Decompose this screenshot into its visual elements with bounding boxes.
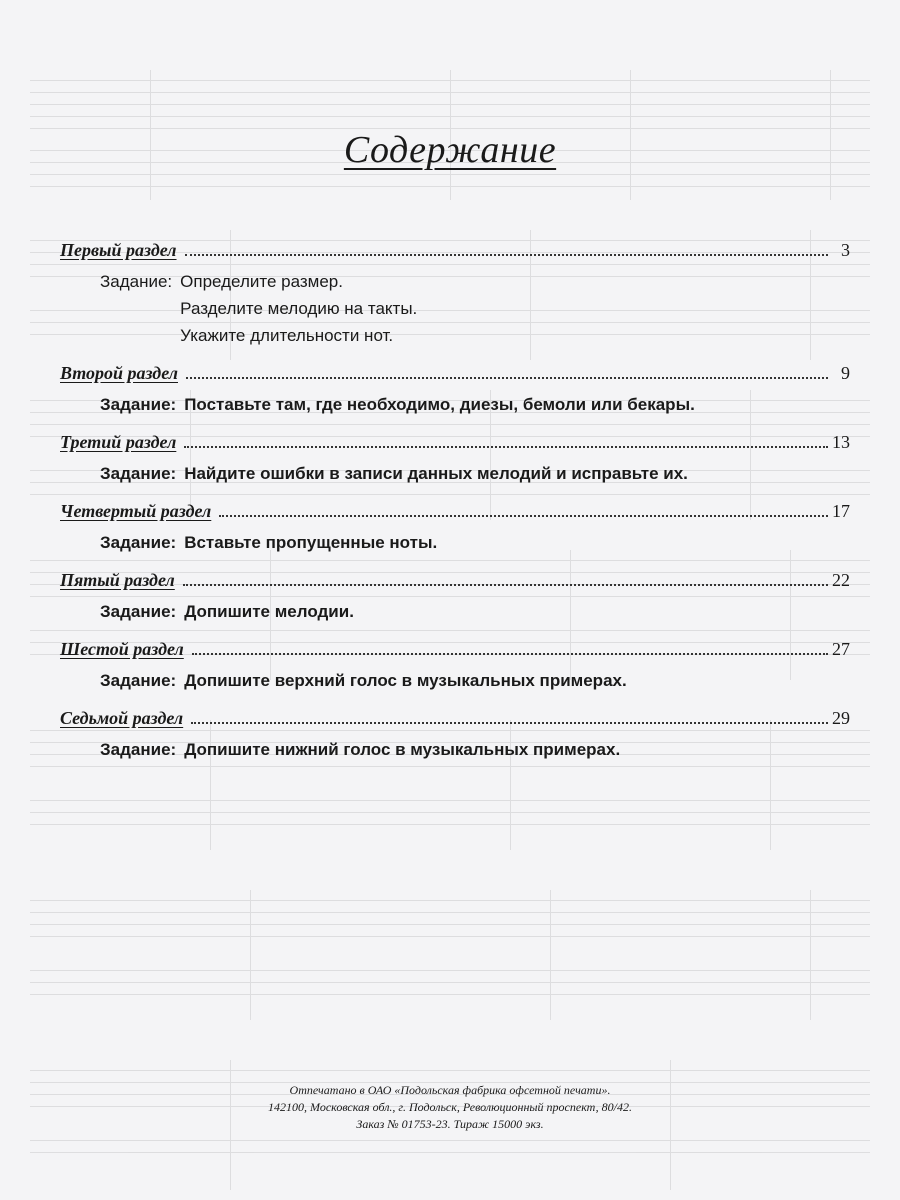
section-title: Третий раздел xyxy=(60,432,177,452)
imprint-footer xyxy=(0,1082,900,1133)
task-label: Задание: xyxy=(100,464,177,483)
task-list xyxy=(184,667,627,694)
task-list xyxy=(184,598,354,625)
toc-section-1 xyxy=(60,240,850,349)
task-block xyxy=(100,391,850,418)
section-title: Четвертый раздел xyxy=(60,501,212,521)
task-block xyxy=(100,460,850,487)
section-title: Пятый раздел xyxy=(60,570,175,590)
table-of-contents xyxy=(60,240,850,777)
task-block xyxy=(100,598,850,625)
task-block xyxy=(100,268,850,349)
toc-section-6 xyxy=(60,639,850,694)
task-item: Вставьте пропущенные ноты. xyxy=(184,533,438,552)
dot-leader xyxy=(219,514,828,517)
toc-section-5 xyxy=(60,570,850,625)
task-item: Укажите длительности нот. xyxy=(180,326,394,345)
task-item: Найдите ошибки в записи данных мелодий и исправьте их. xyxy=(184,464,688,483)
task-label: Задание: xyxy=(100,395,177,414)
page-number: 13 xyxy=(832,432,850,452)
section-title: Шестой раздел xyxy=(60,639,184,659)
dot-leader xyxy=(191,721,828,724)
toc-entry[interactable] xyxy=(60,570,850,598)
task-block xyxy=(100,736,850,763)
task-block xyxy=(100,667,850,694)
task-label: Задание: xyxy=(100,671,177,690)
toc-entry[interactable] xyxy=(60,363,850,391)
task-label: Задание: xyxy=(100,533,177,552)
toc-entry[interactable] xyxy=(60,432,850,460)
dot-leader xyxy=(192,652,828,655)
task-item: Поставьте там, где необходимо, диезы, бемоли или бекары. xyxy=(184,395,695,414)
toc-entry[interactable] xyxy=(60,240,850,268)
task-list xyxy=(180,268,417,349)
imprint-line: Заказ № 01753-23. Тираж 15000 экз. xyxy=(356,1117,544,1131)
page-number: 27 xyxy=(832,639,850,659)
task-block xyxy=(100,529,850,556)
dot-leader xyxy=(184,445,828,448)
task-item: Определите размер. xyxy=(180,272,343,291)
page-number: 9 xyxy=(841,363,850,383)
dot-leader xyxy=(185,253,828,256)
toc-section-3 xyxy=(60,432,850,487)
section-title: Первый раздел xyxy=(60,240,177,260)
task-list xyxy=(184,460,688,487)
toc-entry[interactable] xyxy=(60,501,850,529)
toc-entry[interactable] xyxy=(60,639,850,667)
page-number: 22 xyxy=(832,570,850,590)
task-list xyxy=(184,529,437,556)
page-number: 17 xyxy=(832,501,850,521)
task-item: Допишите верхний голос в музыкальных примерах. xyxy=(184,671,627,690)
task-label: Задание: xyxy=(100,602,177,621)
task-item: Разделите мелодию на такты. xyxy=(180,299,418,318)
toc-section-7 xyxy=(60,708,850,763)
task-list xyxy=(184,391,695,418)
task-label: Задание: xyxy=(100,740,177,759)
imprint-line: 142100, Московская обл., г. Подольск, Революционный проспект, 80/42. xyxy=(268,1100,632,1114)
page-number: 3 xyxy=(841,240,850,260)
page-title: Содержание xyxy=(343,129,557,171)
task-label: Задание: xyxy=(100,272,173,291)
toc-entry[interactable] xyxy=(60,708,850,736)
toc-section-4 xyxy=(60,501,850,556)
bleed-through-staff xyxy=(30,890,870,1020)
dot-leader xyxy=(186,376,828,379)
dot-leader xyxy=(183,583,828,586)
task-item: Допишите мелодии. xyxy=(184,602,354,621)
section-title: Седьмой раздел xyxy=(60,708,184,728)
page-number: 29 xyxy=(832,708,850,728)
section-title: Второй раздел xyxy=(60,363,178,383)
toc-section-2 xyxy=(60,363,850,418)
imprint-line: Отпечатано в ОАО «Подольская фабрика офсетной печати». xyxy=(289,1083,611,1097)
task-item: Допишите нижний голос в музыкальных примерах. xyxy=(184,740,621,759)
task-list xyxy=(184,736,620,763)
